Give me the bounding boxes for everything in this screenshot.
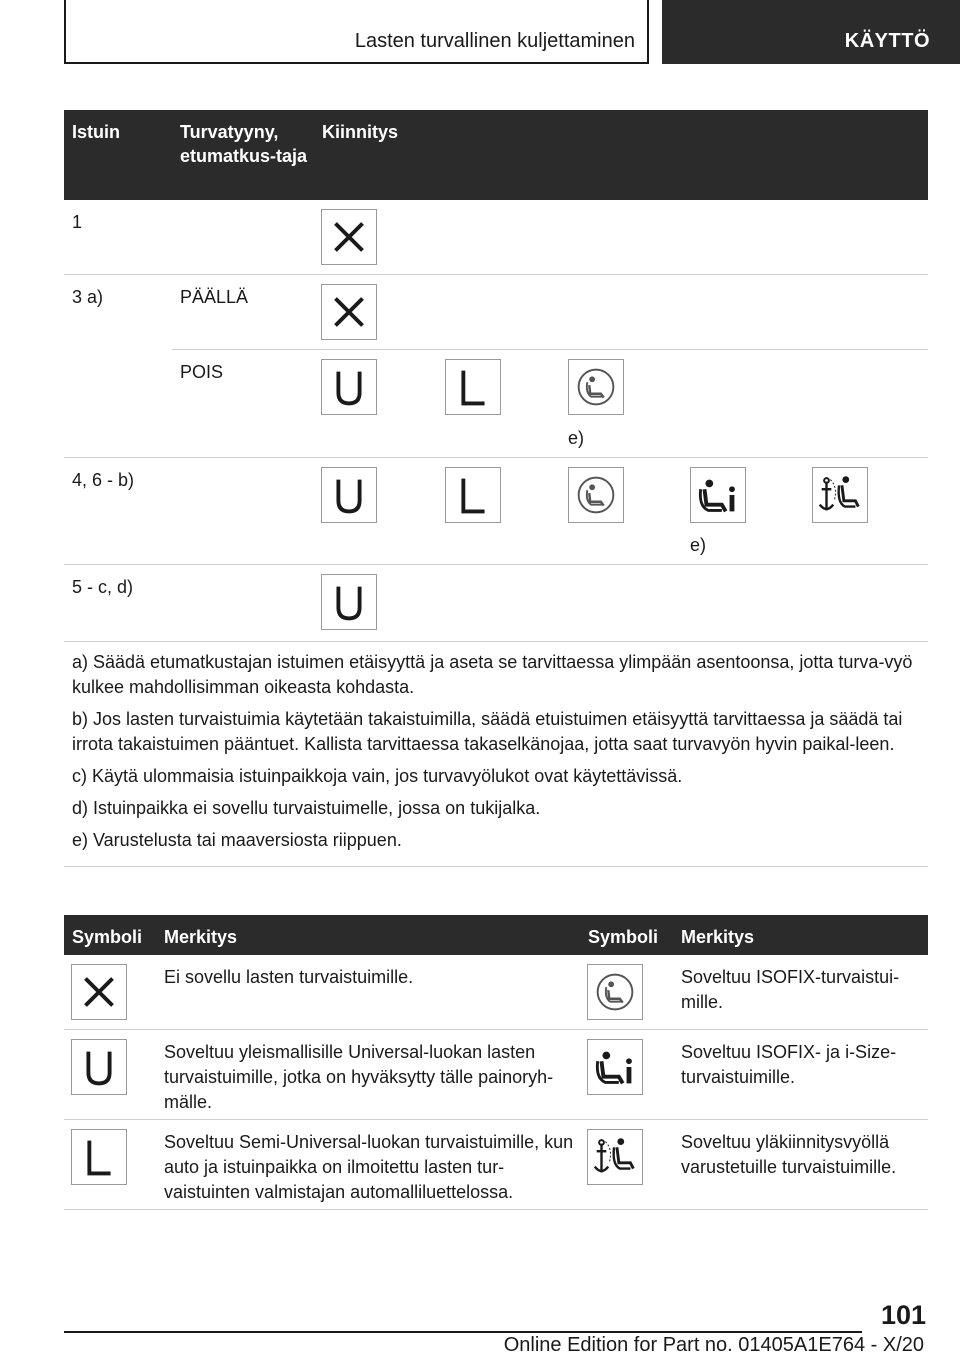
header-section: KÄYTTÖ	[844, 30, 930, 52]
footnote-d: d) Istuinpaikka ei sovellu turvaistuimelle, jossa on tukijalka.	[72, 798, 541, 818]
isize-seat-icon	[587, 1039, 643, 1095]
header-meaning-left: Merkitys	[164, 927, 238, 947]
footnote-b: b) Jos lasten turvaistuimia käytetään takaistuimilla, säädä etuistuimen etäisyyttä tarvittaessa ja säädä tai irrota takaistuimen pääntuet. Kallista tarvittaessa takaselkänojaa, jotta saat turvavyön hyvin paikal-leen.	[72, 709, 903, 754]
table-row	[64, 200, 928, 275]
footer-edition: Online Edition for Part no. 01405A1E764 - X/20	[503, 1334, 924, 1356]
row-airbag: POIS	[180, 362, 224, 382]
l-symbol-icon	[445, 359, 501, 415]
header-title: Lasten turvallinen kuljettaminen	[354, 30, 635, 52]
meaning-text: Soveltuu ISOFIX-turvaistui-mille.	[681, 967, 900, 1012]
x-icon	[71, 964, 127, 1020]
row-airbag: PÄÄLLÄ	[180, 287, 249, 307]
table-row	[64, 565, 928, 640]
header-airbag: Turvatyyny, etumatkus-taja	[180, 122, 308, 166]
footnote-e: e) Varustelusta tai maaversiosta riippuen.	[72, 830, 402, 850]
meaning-text: Ei sovellu lasten turvaistuimille.	[164, 967, 414, 987]
footer-rule	[64, 1331, 862, 1333]
table-row	[64, 955, 928, 1030]
footnote-c: c) Käytä ulommaisia istuinpaikkoja vain, jos turvavyölukot ovat käytettävissä.	[72, 766, 683, 786]
page-number: 101	[880, 1300, 926, 1330]
isize-seat-icon	[690, 467, 746, 523]
header-symbol-right: Symboli	[588, 927, 659, 947]
isofix-seat-icon	[568, 359, 624, 415]
row-seat: 3 a)	[72, 287, 104, 307]
footnote-e-caption: e)	[690, 535, 707, 555]
x-icon	[321, 209, 377, 265]
footnote-a: a) Säädä etumatkustajan istuimen etäisyyttä ja aseta se tarvittaessa ylimpään asentoonsa, jotta turva-vyö kulkee mahdollisimman oikeasta kohdasta.	[72, 652, 913, 697]
x-icon	[321, 284, 377, 340]
top-tether-anchor-icon	[812, 467, 868, 523]
table-row	[64, 275, 928, 350]
meaning-text: Soveltuu Semi-Universal-luokan turvaistuimille, kun auto ja istuinpaikka on ilmoitettu lasten tur-vaistuinten valmistajan automalliluettelossa.	[164, 1132, 574, 1202]
footnote-e-caption: e)	[568, 428, 585, 448]
symbol-table	[64, 915, 928, 1210]
footnotes	[64, 641, 928, 867]
u-symbol-icon	[321, 574, 377, 630]
table-row	[64, 1030, 928, 1120]
seat-table	[64, 110, 928, 640]
u-symbol-icon	[71, 1039, 127, 1095]
header-symbol-left: Symboli	[72, 927, 143, 947]
isofix-seat-icon	[587, 964, 643, 1020]
l-symbol-icon	[445, 467, 501, 523]
row-seat: 4, 6 - b)	[72, 470, 135, 490]
meaning-text: Soveltuu yläkiinnitysvyöllä varustetuille turvaistuimille.	[681, 1132, 897, 1177]
meaning-text: Soveltuu ISOFIX- ja i-Size-turvaistuimille.	[681, 1042, 897, 1087]
table-row	[64, 1120, 928, 1210]
symbol-table-header	[64, 915, 928, 955]
header-seat: Istuin	[72, 122, 120, 142]
isofix-seat-icon	[568, 467, 624, 523]
l-symbol-icon	[71, 1129, 127, 1185]
u-symbol-icon	[321, 467, 377, 523]
meaning-text: Soveltuu yleismallisille Universal-luokan lasten turvaistuimille, jotka on hyväksytty tälle painoryh-mälle.	[164, 1042, 554, 1112]
table-row	[64, 458, 928, 565]
header-meaning-right: Merkitys	[681, 927, 755, 947]
seat-table-header	[64, 110, 928, 200]
header-mounting: Kiinnitys	[322, 122, 399, 142]
u-symbol-icon	[321, 359, 377, 415]
row-seat: 1	[72, 212, 83, 232]
header-title-box	[64, 0, 649, 64]
top-tether-anchor-icon	[587, 1129, 643, 1185]
row-seat: 5 - c, d)	[72, 577, 134, 597]
header-section-box	[662, 0, 960, 64]
table-row	[64, 350, 928, 458]
